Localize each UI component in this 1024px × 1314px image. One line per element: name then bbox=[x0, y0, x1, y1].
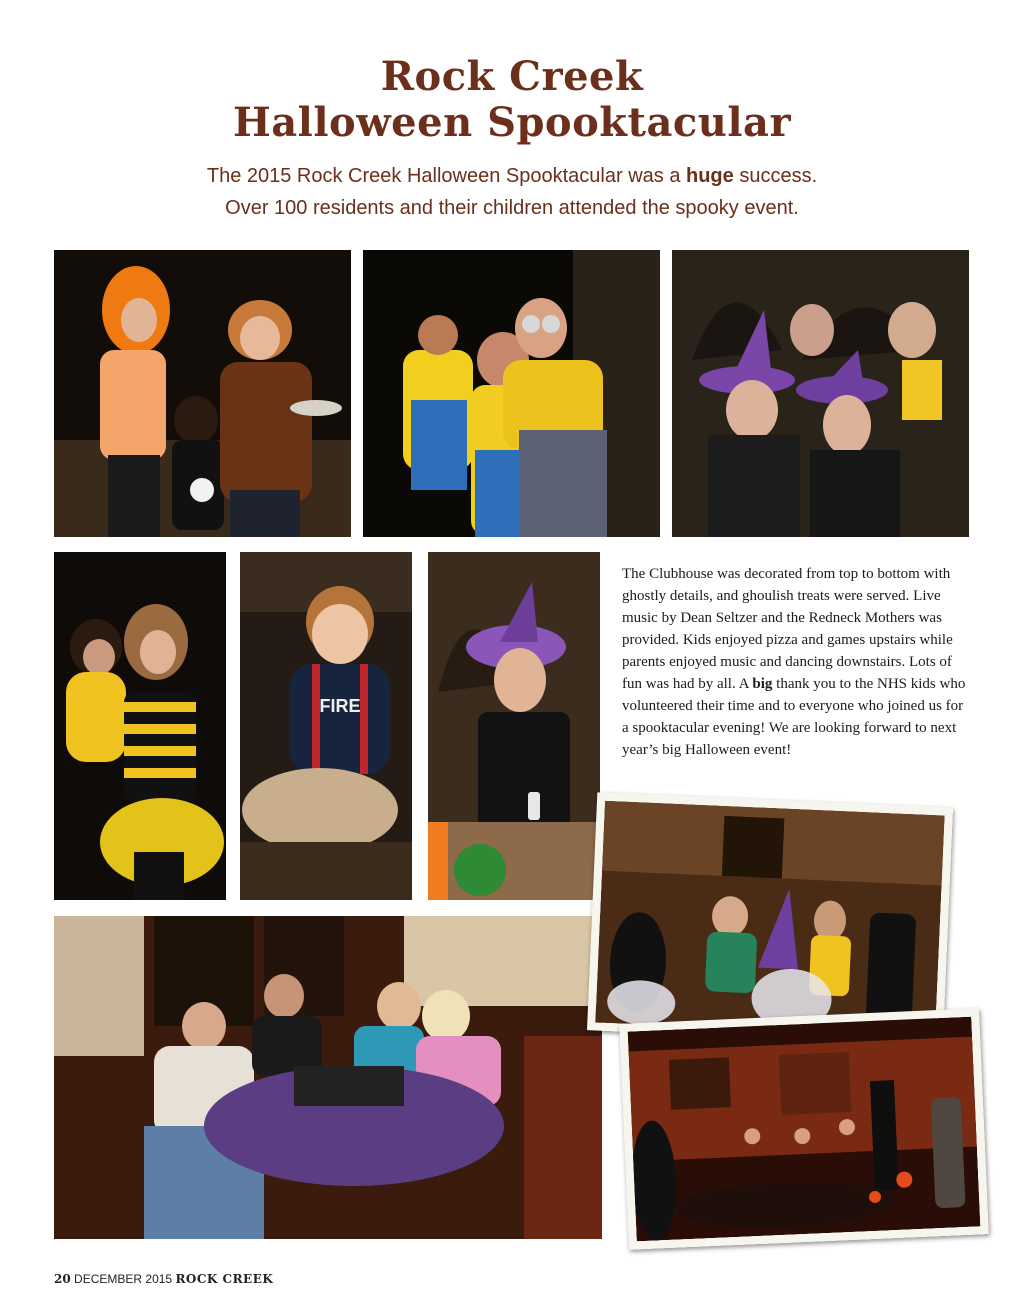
subtitle-emphasis: huge bbox=[686, 165, 734, 187]
subtitle-part-2: success. bbox=[733, 165, 818, 187]
photo-party-room bbox=[619, 1008, 989, 1249]
page-title bbox=[0, 54, 1024, 146]
magazine-name: ROCK CREEK bbox=[175, 1272, 274, 1286]
photo-purple-witches bbox=[672, 250, 969, 537]
page-footer bbox=[54, 1272, 273, 1286]
photo-minion-family bbox=[363, 250, 660, 537]
subtitle bbox=[0, 160, 1024, 224]
photo-witch-with-drink bbox=[428, 552, 600, 900]
title-line-1: Rock Creek bbox=[380, 53, 644, 100]
title-line-2: Halloween Spooktacular bbox=[232, 99, 792, 146]
photo-dinner-table-group bbox=[54, 916, 602, 1239]
subtitle-part-1: The 2015 Rock Creek Halloween Spooktacular was a bbox=[206, 165, 686, 187]
photo-orange-wig-group bbox=[54, 250, 351, 537]
subtitle-line-2: Over 100 residents and their children attended the spooky event. bbox=[225, 197, 799, 219]
photo-boy-fire-shirt bbox=[240, 552, 412, 900]
article-text-part-1: The Clubhouse was decorated from top to bottom with ghostly details, and ghoulish treats were served. Live music by Dean Seltzer and the Redneck Mothers was provided. Kids enjoyed pizza and games upstairs while parents enjoyed music and dancing downstairs. Lots of fun was had by all. A bbox=[622, 566, 953, 692]
issue-date: DECEMBER 2015 bbox=[74, 1272, 173, 1286]
page-number: 20 bbox=[54, 1272, 71, 1286]
article-emphasis: big bbox=[752, 676, 773, 692]
article-body bbox=[622, 563, 972, 761]
photo-bee-costumes bbox=[54, 552, 226, 900]
shirt-text: FIRE bbox=[319, 696, 361, 716]
article-text-part-2: thank you to the NHS kids who volunteered their time and to everyone who joined us for a spooktacular evening! We are looking forward to next year’s big Halloween event! bbox=[622, 676, 966, 758]
photo-clubhouse-dining bbox=[587, 792, 953, 1045]
